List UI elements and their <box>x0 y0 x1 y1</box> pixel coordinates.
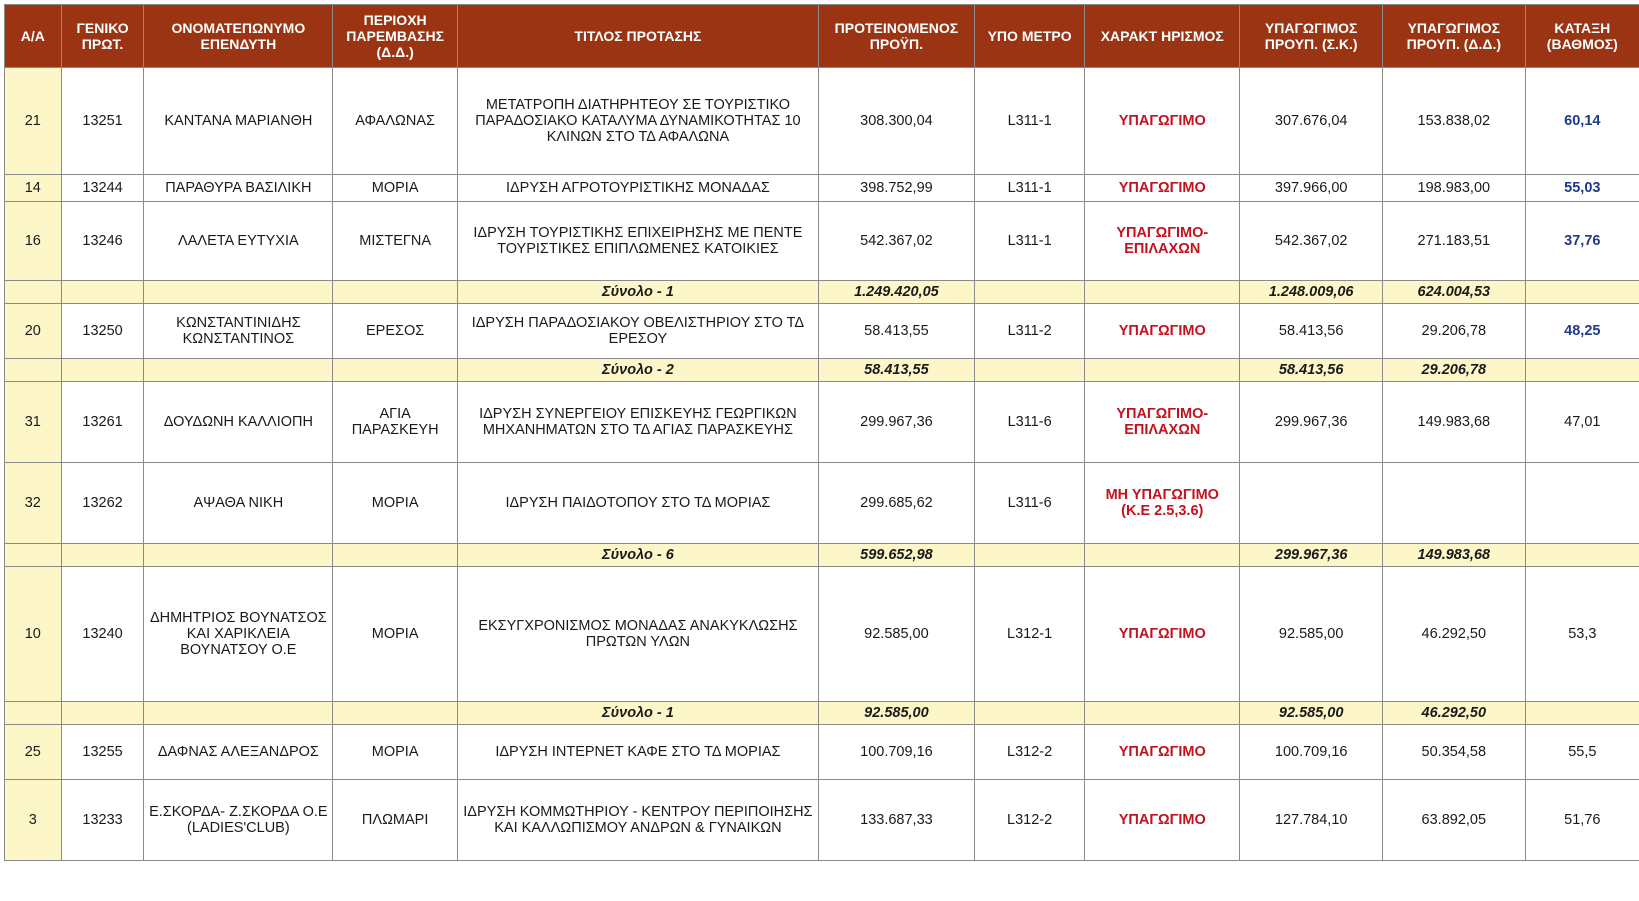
cell-kataxi: 60,14 <box>1525 68 1639 175</box>
total-empty <box>333 544 458 567</box>
cell-titlos: ΙΔΡΥΣΗ ΠΑΙΔΟΤΟΠΟΥ ΣΤΟ ΤΔ ΜΟΡΙΑΣ <box>458 463 819 544</box>
total-ypag-sk: 299.967,36 <box>1240 544 1383 567</box>
header-kataxi: ΚΑΤΑΞΗ (ΒΑΘΜΟΣ) <box>1525 5 1639 68</box>
cell-onoma: ΔΟΥΔΩΝΗ ΚΑΛΛΙΟΠΗ <box>144 382 333 463</box>
total-empty <box>1085 702 1240 725</box>
cell-xarakt: ΥΠΑΓΩΓΙΜΟ <box>1085 725 1240 780</box>
cell-geniko: 13246 <box>61 202 144 281</box>
table-row <box>5 68 1639 175</box>
cell-protein: 133.687,33 <box>818 780 974 861</box>
total-empty <box>1085 544 1240 567</box>
total-label: Σύνολο - 1 <box>458 281 819 304</box>
header-geniko: ΓΕΝΙΚΟ ΠΡΩΤ. <box>61 5 144 68</box>
cell-ypag-dd <box>1382 463 1525 544</box>
cell-kataxi: 55,03 <box>1525 175 1639 202</box>
total-protein: 92.585,00 <box>818 702 974 725</box>
cell-ypometro: L311-1 <box>975 202 1085 281</box>
header-row <box>5 5 1639 68</box>
cell-kataxi: 51,76 <box>1525 780 1639 861</box>
cell-protein: 398.752,99 <box>818 175 974 202</box>
cell-ypag-dd: 153.838,02 <box>1382 68 1525 175</box>
cell-aa: 16 <box>5 202 62 281</box>
table-row <box>5 202 1639 281</box>
cell-titlos: ΙΔΡΥΣΗ ΠΑΡΑΔΟΣΙΑΚΟΥ ΟΒΕΛΙΣΤΗΡΙΟΥ ΣΤΟ ΤΔ ΕΡΕΣΟΥ <box>458 304 819 359</box>
cell-ypag-dd: 46.292,50 <box>1382 567 1525 702</box>
cell-ypometro: L311-1 <box>975 68 1085 175</box>
cell-perioxi: ΜΙΣΤΕΓΝΑ <box>333 202 458 281</box>
total-empty <box>144 544 333 567</box>
header-titlos: ΤΙΤΛΟΣ ΠΡΟΤΑΣΗΣ <box>458 5 819 68</box>
total-empty <box>5 359 62 382</box>
cell-onoma: Ε.ΣΚΟΡΔΑ- Ζ.ΣΚΟΡΔΑ Ο.Ε (LADIES'CLUB) <box>144 780 333 861</box>
cell-titlos: ΜΕΤΑΤΡΟΠΗ ΔΙΑΤΗΡΗΤΕΟΥ ΣΕ ΤΟΥΡΙΣΤΙΚΟ ΠΑΡΑΔΟΣΙΑΚΟ ΚΑΤΑΛΥΜΑ ΔΥΝΑΜΙΚΟΤΗΤΑΣ 10 ΚΛΙΝΩΝ ΣΤΟ ΤΔ ΑΦΑΛΩΝΑ <box>458 68 819 175</box>
header-ypag-dd: ΥΠΑΓΩΓΙΜΟΣ ΠΡΟΥΠ. (Δ.Δ.) <box>1382 5 1525 68</box>
cell-protein: 308.300,04 <box>818 68 974 175</box>
cell-xarakt: ΥΠΑΓΩΓΙΜΟ-ΕΠΙΛΑΧΩΝ <box>1085 382 1240 463</box>
cell-ypag-sk: 299.967,36 <box>1240 382 1383 463</box>
cell-protein: 299.685,62 <box>818 463 974 544</box>
cell-xarakt: ΜΗ ΥΠΑΓΩΓΙΜΟ (Κ.Ε 2.5,3.6) <box>1085 463 1240 544</box>
cell-ypag-dd: 29.206,78 <box>1382 304 1525 359</box>
cell-aa: 31 <box>5 382 62 463</box>
cell-ypag-sk: 100.709,16 <box>1240 725 1383 780</box>
cell-xarakt: ΥΠΑΓΩΓΙΜΟ <box>1085 68 1240 175</box>
total-ypag-sk: 92.585,00 <box>1240 702 1383 725</box>
cell-geniko: 13244 <box>61 175 144 202</box>
cell-perioxi: ΑΦΑΛΩΝΑΣ <box>333 68 458 175</box>
cell-geniko: 13261 <box>61 382 144 463</box>
total-empty <box>144 359 333 382</box>
cell-ypag-dd: 149.983,68 <box>1382 382 1525 463</box>
table-row <box>5 780 1639 861</box>
cell-ypag-sk <box>1240 463 1383 544</box>
total-empty <box>144 281 333 304</box>
total-empty <box>1525 544 1639 567</box>
total-ypag-sk: 58.413,56 <box>1240 359 1383 382</box>
cell-geniko: 13240 <box>61 567 144 702</box>
cell-kataxi: 47,01 <box>1525 382 1639 463</box>
total-ypag-dd: 624.004,53 <box>1382 281 1525 304</box>
cell-perioxi: ΜΟΡΙΑ <box>333 463 458 544</box>
cell-kataxi <box>1525 463 1639 544</box>
cell-onoma: ΑΨΑΘΑ ΝΙΚΗ <box>144 463 333 544</box>
total-empty <box>975 702 1085 725</box>
proposals-table <box>4 4 1639 861</box>
cell-onoma: ΔΑΦΝΑΣ ΑΛΕΞΑΝΔΡΟΣ <box>144 725 333 780</box>
total-protein: 58.413,55 <box>818 359 974 382</box>
cell-xarakt: ΥΠΑΓΩΓΙΜΟ <box>1085 780 1240 861</box>
cell-geniko: 13251 <box>61 68 144 175</box>
cell-geniko: 13233 <box>61 780 144 861</box>
total-empty <box>1525 702 1639 725</box>
total-empty <box>61 281 144 304</box>
cell-xarakt: ΥΠΑΓΩΓΙΜΟ <box>1085 175 1240 202</box>
cell-ypometro: L311-2 <box>975 304 1085 359</box>
cell-ypometro: L311-6 <box>975 382 1085 463</box>
cell-protein: 299.967,36 <box>818 382 974 463</box>
total-empty <box>5 281 62 304</box>
total-empty <box>61 702 144 725</box>
total-empty <box>5 544 62 567</box>
total-empty <box>333 359 458 382</box>
cell-perioxi: ΕΡΕΣΟΣ <box>333 304 458 359</box>
total-empty <box>61 544 144 567</box>
table-row <box>5 463 1639 544</box>
cell-ypag-sk: 397.966,00 <box>1240 175 1383 202</box>
total-empty <box>61 359 144 382</box>
header-protein: ΠΡΟΤΕΙΝΟΜΕΝΟΣ ΠΡΟΫΠ. <box>818 5 974 68</box>
cell-ypometro: L312-2 <box>975 725 1085 780</box>
cell-protein: 58.413,55 <box>818 304 974 359</box>
cell-aa: 20 <box>5 304 62 359</box>
total-empty <box>975 281 1085 304</box>
cell-geniko: 13255 <box>61 725 144 780</box>
header-ypometro: ΥΠΟ ΜΕΤΡΟ <box>975 5 1085 68</box>
total-row <box>5 544 1639 567</box>
cell-titlos: ΙΔΡΥΣΗ ΑΓΡΟΤΟΥΡΙΣΤΙΚΗΣ ΜΟΝΑΔΑΣ <box>458 175 819 202</box>
total-protein: 599.652,98 <box>818 544 974 567</box>
cell-ypag-sk: 127.784,10 <box>1240 780 1383 861</box>
total-empty <box>975 359 1085 382</box>
total-row <box>5 281 1639 304</box>
header-aa: Α/Α <box>5 5 62 68</box>
cell-perioxi: ΜΟΡΙΑ <box>333 567 458 702</box>
total-label: Σύνολο - 1 <box>458 702 819 725</box>
cell-perioxi: ΑΓΙΑ ΠΑΡΑΣΚΕΥΗ <box>333 382 458 463</box>
total-empty <box>5 702 62 725</box>
cell-aa: 14 <box>5 175 62 202</box>
table-row <box>5 304 1639 359</box>
cell-geniko: 13262 <box>61 463 144 544</box>
table-row <box>5 175 1639 202</box>
cell-onoma: ΚΩΝΣΤΑΝΤΙΝΙΔΗΣ ΚΩΝΣΤΑΝΤΙΝΟΣ <box>144 304 333 359</box>
cell-ypag-sk: 92.585,00 <box>1240 567 1383 702</box>
table-row <box>5 382 1639 463</box>
cell-aa: 25 <box>5 725 62 780</box>
cell-ypag-dd: 50.354,58 <box>1382 725 1525 780</box>
cell-aa: 32 <box>5 463 62 544</box>
cell-ypag-dd: 198.983,00 <box>1382 175 1525 202</box>
total-ypag-dd: 149.983,68 <box>1382 544 1525 567</box>
total-ypag-dd: 46.292,50 <box>1382 702 1525 725</box>
cell-ypometro: L312-2 <box>975 780 1085 861</box>
header-onoma: ΟΝΟΜΑΤΕΠΩΝΥΜΟ ΕΠΕΝΔΥΤΗ <box>144 5 333 68</box>
cell-kataxi: 55,5 <box>1525 725 1639 780</box>
total-empty <box>333 702 458 725</box>
cell-protein: 100.709,16 <box>818 725 974 780</box>
cell-onoma: ΚΑΝΤΑΝΑ ΜΑΡΙΑΝΘΗ <box>144 68 333 175</box>
table-row <box>5 725 1639 780</box>
total-ypag-sk: 1.248.009,06 <box>1240 281 1383 304</box>
cell-ypometro: L311-6 <box>975 463 1085 544</box>
total-label: Σύνολο - 2 <box>458 359 819 382</box>
cell-ypometro: L311-1 <box>975 175 1085 202</box>
total-empty <box>333 281 458 304</box>
header-ypag-sk: ΥΠΑΓΩΓΙΜΟΣ ΠΡΟΥΠ. (Σ.Κ.) <box>1240 5 1383 68</box>
header-xarakt: ΧΑΡΑΚΤ ΗΡΙΣΜΟΣ <box>1085 5 1240 68</box>
cell-titlos: ΕΚΣΥΓΧΡΟΝΙΣΜΟΣ ΜΟΝΑΔΑΣ ΑΝΑΚΥΚΛΩΣΗΣ ΠΡΩΤΩΝ ΥΛΩΝ <box>458 567 819 702</box>
cell-kataxi: 37,76 <box>1525 202 1639 281</box>
total-empty <box>1085 359 1240 382</box>
cell-onoma: ΔΗΜΗΤΡΙΟΣ ΒΟΥΝΑΤΣΟΣ ΚΑΙ ΧΑΡΙΚΛΕΙΑ ΒΟΥΝΑΤΣΟΥ Ο.Ε <box>144 567 333 702</box>
cell-ypag-dd: 63.892,05 <box>1382 780 1525 861</box>
cell-protein: 542.367,02 <box>818 202 974 281</box>
cell-geniko: 13250 <box>61 304 144 359</box>
table-row <box>5 567 1639 702</box>
total-ypag-dd: 29.206,78 <box>1382 359 1525 382</box>
cell-perioxi: ΜΟΡΙΑ <box>333 175 458 202</box>
total-label: Σύνολο - 6 <box>458 544 819 567</box>
cell-protein: 92.585,00 <box>818 567 974 702</box>
cell-xarakt: ΥΠΑΓΩΓΙΜΟ-ΕΠΙΛΑΧΩΝ <box>1085 202 1240 281</box>
total-empty <box>1525 359 1639 382</box>
cell-titlos: ΙΔΡΥΣΗ ΣΥΝΕΡΓΕΙΟΥ ΕΠΙΣΚΕΥΗΣ ΓΕΩΡΓΙΚΩΝ ΜΗΧΑΝΗΜΑΤΩΝ ΣΤΟ ΤΔ ΑΓΙΑΣ ΠΑΡΑΣΚΕΥΗΣ <box>458 382 819 463</box>
cell-perioxi: ΜΟΡΙΑ <box>333 725 458 780</box>
header-perioxi: ΠΕΡΙΟΧΗ ΠΑΡΕΜΒΑΣΗΣ (Δ.Δ.) <box>333 5 458 68</box>
cell-ypometro: L312-1 <box>975 567 1085 702</box>
cell-onoma: ΠΑΡΑΘΥΡΑ ΒΑΣΙΛΙΚΗ <box>144 175 333 202</box>
cell-titlos: ΙΔΡΥΣΗ ΤΟΥΡΙΣΤΙΚΗΣ ΕΠΙΧΕΙΡΗΣΗΣ ΜΕ ΠΕΝΤΕ ΤΟΥΡΙΣΤΙΚΕΣ ΕΠΙΠΛΩΜΕΝΕΣ ΚΑΤΟΙΚΙΕΣ <box>458 202 819 281</box>
total-empty <box>144 702 333 725</box>
cell-aa: 21 <box>5 68 62 175</box>
cell-ypag-dd: 271.183,51 <box>1382 202 1525 281</box>
cell-aa: 10 <box>5 567 62 702</box>
cell-xarakt: ΥΠΑΓΩΓΙΜΟ <box>1085 567 1240 702</box>
cell-ypag-sk: 542.367,02 <box>1240 202 1383 281</box>
cell-perioxi: ΠΛΩΜΑΡΙ <box>333 780 458 861</box>
cell-kataxi: 48,25 <box>1525 304 1639 359</box>
total-protein: 1.249.420,05 <box>818 281 974 304</box>
cell-kataxi: 53,3 <box>1525 567 1639 702</box>
cell-ypag-sk: 307.676,04 <box>1240 68 1383 175</box>
total-empty <box>975 544 1085 567</box>
cell-titlos: ΙΔΡΥΣΗ ΙΝΤΕΡΝΕΤ ΚΑΦΕ ΣΤΟ ΤΔ ΜΟΡΙΑΣ <box>458 725 819 780</box>
total-row <box>5 702 1639 725</box>
total-row <box>5 359 1639 382</box>
total-empty <box>1085 281 1240 304</box>
cell-ypag-sk: 58.413,56 <box>1240 304 1383 359</box>
cell-onoma: ΛΑΛΕΤΑ ΕΥΤΥΧΙΑ <box>144 202 333 281</box>
cell-xarakt: ΥΠΑΓΩΓΙΜΟ <box>1085 304 1240 359</box>
total-empty <box>1525 281 1639 304</box>
cell-titlos: ΙΔΡΥΣΗ ΚΟΜΜΩΤΗΡΙΟΥ - ΚΕΝΤΡΟΥ ΠΕΡΙΠΟΙΗΣΗΣ ΚΑΙ ΚΑΛΛΩΠΙΣΜΟΥ ΑΝΔΡΩΝ & ΓΥΝΑΙΚΩΝ <box>458 780 819 861</box>
cell-aa: 3 <box>5 780 62 861</box>
